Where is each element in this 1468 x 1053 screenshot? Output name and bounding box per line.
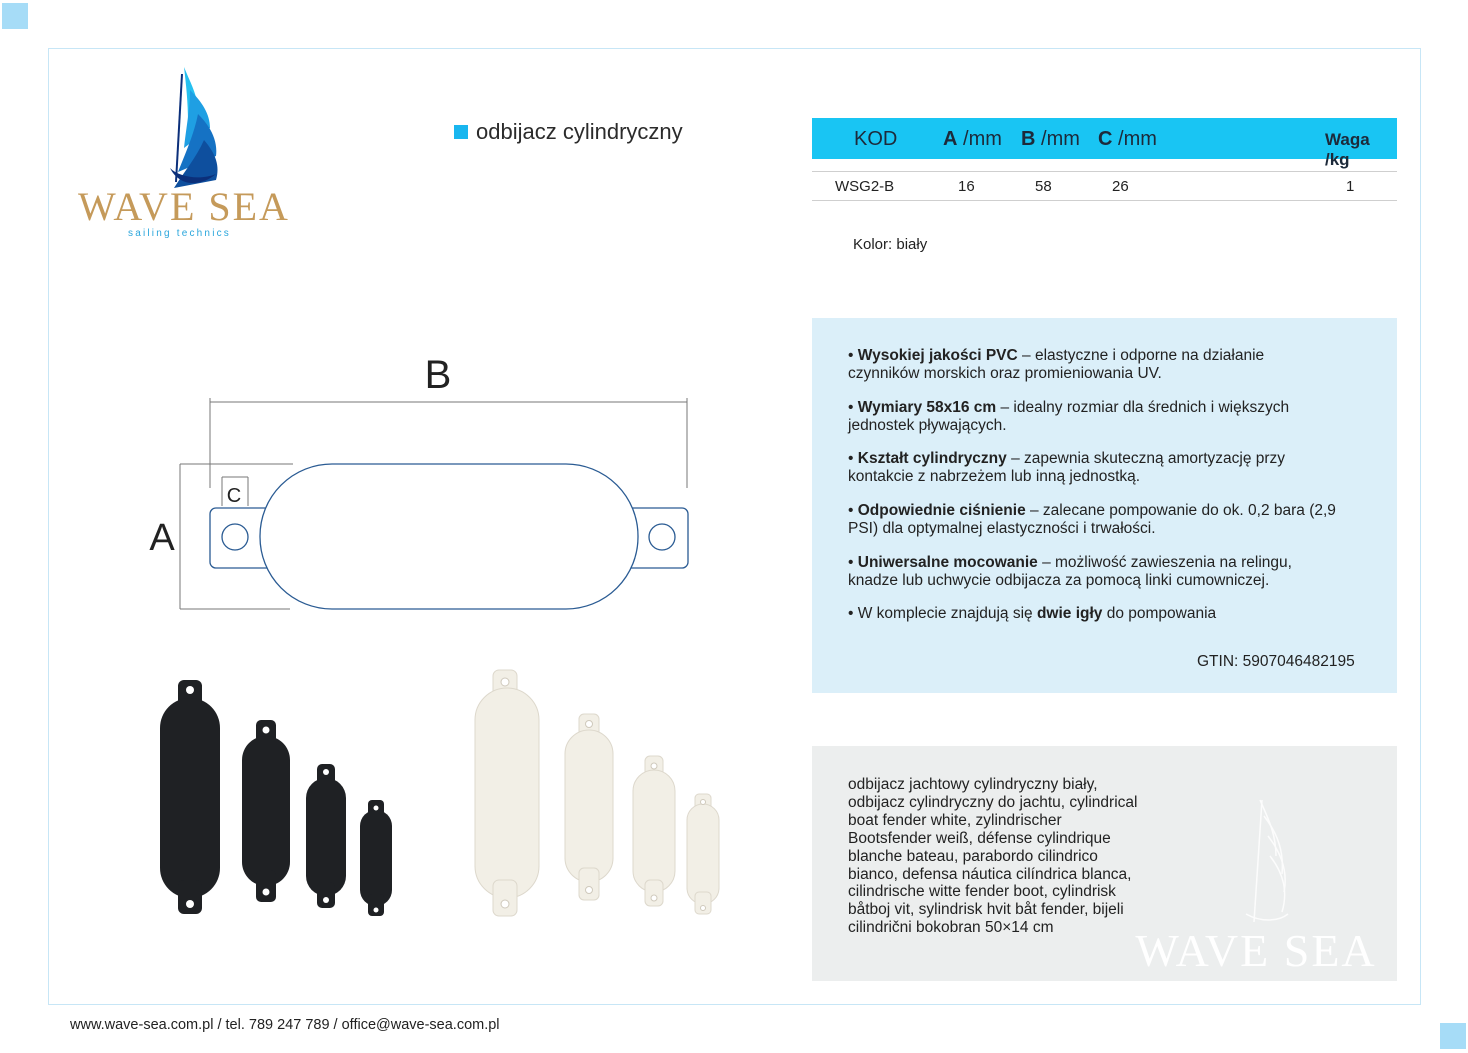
cell-waga: 1 — [1346, 178, 1355, 195]
header-a-letter: A — [943, 128, 958, 150]
header-a-unit: /mm — [963, 128, 1002, 150]
header-a — [943, 128, 1002, 151]
feature-text: – zalecane pompowanie do ok. 0,2 bara (2,9 PSI) dla optymalnej elastyczności i trwałości. — [848, 502, 1336, 537]
feature-item — [848, 399, 1338, 435]
title-bullet-square — [454, 125, 468, 139]
header-c-letter: C — [1098, 128, 1113, 150]
brand-tagline: sailing technics — [128, 228, 232, 239]
cell-c: 26 — [1112, 178, 1129, 195]
feature-text: do pompowania — [1102, 605, 1217, 622]
header-b-unit: /mm — [1041, 128, 1080, 150]
keywords-text: odbijacz jachtowy cylindryczny biały, odbijacz cylindryczny do jachtu, cylindrical boat fender white, zylindrischer Bootsfender weiß, défense cylindrique blanche bateau, parabordo cilindrico bianco, defensa náutica cilíndrica blanca, cilindrische witte fender boot, cylindrisk båtboj vit, sylindrisk hvit båt fender, bijeli cilindrični bokobran 50×14 cm — [848, 776, 1138, 937]
cell-a: 16 — [958, 178, 975, 195]
header-kod: KOD — [854, 128, 898, 150]
fender-dimension-diagram — [140, 340, 710, 630]
corner-square-bottom-right — [1440, 1023, 1466, 1049]
gtin-code: GTIN: 5907046482195 — [1197, 653, 1355, 670]
feature-bold: dwie igły — [1036, 605, 1103, 622]
product-title — [454, 119, 683, 145]
features-box — [812, 318, 1397, 693]
corner-square-top-left — [2, 3, 28, 29]
label-b: B — [424, 353, 452, 397]
cell-kod: WSG2-B — [835, 178, 895, 195]
footer-contact: www.wave-sea.com.pl / tel. 789 247 789 / office@wave-sea.com.pl — [70, 1017, 500, 1033]
feature-text: – zapewnia skuteczną amortyzację przy kontakcie z nabrzeżem lub inną jednostką. — [848, 450, 1286, 485]
product-title-text: odbijacz cylindryczny — [476, 119, 683, 144]
header-waga: Waga /kg — [1325, 130, 1370, 169]
brand-name: WAVE SEA — [78, 184, 290, 229]
feature-text: W komplecie znajdują się — [857, 605, 1037, 622]
feature-item — [848, 502, 1338, 538]
header-b — [1021, 128, 1080, 151]
left-eyelet-hole — [222, 524, 248, 550]
spec-table-row — [812, 171, 1397, 201]
watermark-brand-name: WAVE SEA — [1135, 925, 1377, 976]
label-a: A — [149, 517, 175, 559]
feature-bold: Kształt cylindryczny — [857, 450, 1007, 467]
keywords-box — [812, 746, 1397, 981]
bullet: • — [848, 399, 854, 416]
black-fenders-photo — [140, 660, 440, 940]
feature-bold: Wymiary 58x16 cm — [857, 399, 997, 416]
fender-body-outline — [260, 464, 638, 609]
bullet: • — [848, 450, 854, 467]
header-c — [1098, 128, 1157, 151]
feature-item — [848, 605, 1338, 623]
feature-bold: Wysokiej jakości PVC — [857, 347, 1018, 364]
bullet: • — [848, 605, 854, 622]
feature-item — [848, 554, 1338, 590]
feature-bold: Odpowiednie ciśnienie — [857, 502, 1026, 519]
feature-bold: Uniwersalne mocowanie — [857, 554, 1038, 571]
feature-item — [848, 347, 1338, 383]
feature-item — [848, 450, 1338, 486]
label-c: C — [226, 485, 242, 507]
bullet: • — [848, 554, 854, 571]
feature-text: – możliwość zawieszenia na relingu, knadze lub uchwycie odbijacza za pomocą linki cumowniczej. — [848, 554, 1292, 589]
feature-text: – idealny rozmiar dla średnich i większych jednostek pływających. — [848, 399, 1290, 434]
header-c-unit: /mm — [1118, 128, 1157, 150]
header-b-letter: B — [1021, 128, 1036, 150]
wave-sea-watermark-icon — [1032, 796, 1392, 976]
bullet: • — [848, 502, 854, 519]
color-info: Kolor: biały — [853, 236, 928, 253]
feature-text: – elastyczne i odporne na działanie czynników morskich oraz promieniowania UV. — [848, 347, 1265, 382]
white-fenders-photo — [455, 660, 755, 940]
bullet: • — [848, 347, 854, 364]
cell-b: 58 — [1035, 178, 1052, 195]
spec-table-header — [812, 118, 1397, 169]
right-eyelet-hole — [649, 524, 675, 550]
